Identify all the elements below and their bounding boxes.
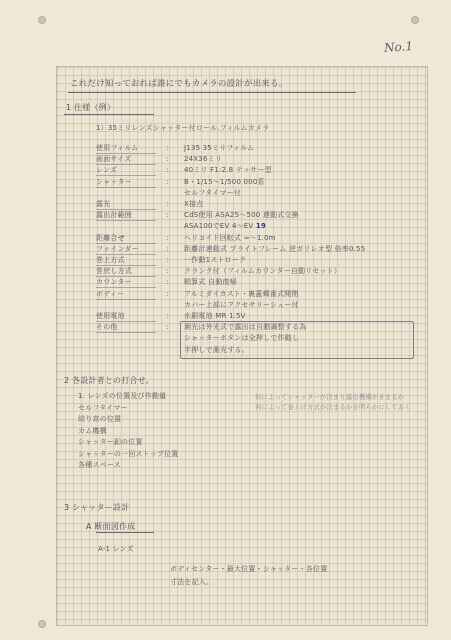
spec-label: 画面サイズ <box>96 155 132 163</box>
spec-label-underline <box>96 299 156 300</box>
spec-value: J135 35ミリフィルム <box>184 144 255 152</box>
section2-title: 2 各設計者との打合せ。 <box>64 376 154 385</box>
section3-note-1: ボディセンター・最大位置・シャッター・各位置 <box>170 565 328 573</box>
section3-sub-a1: A-1 レンズ <box>98 545 134 553</box>
spec-label: その他 <box>96 323 118 331</box>
spec-value: CdS使用 ASA25～500 連動式交換 <box>184 211 299 219</box>
spec-label-underline <box>96 276 156 277</box>
spec-colon: : <box>166 278 169 286</box>
spec-value: 距離計連動式 ブライトフレーム 逆ガリレオ型 倍率0.55 <box>184 245 366 253</box>
section3-sub-a: A 断面図作成 <box>86 522 136 531</box>
spec-value: クランク付（フィルムカウンター自動リセット） <box>184 267 342 275</box>
spec-label: 使用電池 <box>96 312 125 320</box>
spec-label: 巻上方式 <box>96 256 125 264</box>
spec-value: ヘリコイド回転式 ∞～1.0m <box>184 234 276 242</box>
section2-note-2: 何によって巻上げ方式が決まるかを明らかにしておく <box>255 404 411 411</box>
page-number: No.1 <box>383 39 414 55</box>
section2-item: シャッターの一回ストップ位置 <box>78 450 179 458</box>
spec-label-underline <box>96 332 156 333</box>
spec-value: 24X36ミリ <box>184 155 223 163</box>
spec-label: シャッター <box>96 178 132 186</box>
spec-label: 巻戻し方式 <box>96 267 132 275</box>
spec-colon: : <box>166 144 169 152</box>
other-notes-box <box>180 321 414 359</box>
spec-label: 露出計範囲 <box>96 211 132 219</box>
section2-item: カム機構 <box>78 427 107 435</box>
spec-label: 使用フィルム <box>96 144 139 152</box>
spec-value: 40ミリ F1:2.8 テッサー型 <box>184 166 272 174</box>
section2-item: 絞り窓の位置 <box>78 415 122 423</box>
spec-colon: : <box>166 290 169 298</box>
spec-label-underline <box>96 153 156 154</box>
spec-colon: : <box>166 200 169 208</box>
spec-value: 測光は外光式で露出は自動調整する為 <box>184 323 307 331</box>
spec-label-underline <box>96 164 156 165</box>
spec-colon: : <box>166 245 169 253</box>
spec-label-underline <box>96 254 156 255</box>
spec-label: ボディー <box>96 290 125 298</box>
spec-colon: : <box>166 211 169 219</box>
binder-hole-right <box>411 16 419 24</box>
spec-label-underline <box>96 265 156 266</box>
section3-note-2: 寸法を記入。 <box>170 578 214 586</box>
spec-label-underline <box>96 220 156 221</box>
spec-value: カバー上部にアクセサリーシュー付 <box>184 301 299 309</box>
spec-label-underline <box>96 321 156 322</box>
spec-label-underline <box>96 287 156 288</box>
spec-colon: : <box>166 323 169 331</box>
heading-underline <box>68 92 356 93</box>
spec-label-underline <box>96 175 156 176</box>
spec-value: B・1/15～1/500 000系 <box>184 178 265 186</box>
section2-item: シャッター釦の位置 <box>78 438 143 446</box>
section2-note-1: 何によってシャッターが決まり露出機構がきまるか <box>255 394 405 401</box>
spec-label-underline <box>96 209 156 210</box>
section3-title: 3 シャッター設計 <box>64 503 130 512</box>
spec-colon: : <box>166 256 169 264</box>
spec-colon: : <box>166 155 169 163</box>
section3-sub-a-underline <box>96 532 154 533</box>
spec-colon: : <box>166 178 169 186</box>
spec-label-underline <box>96 243 156 244</box>
spec-value: X接点 <box>184 200 204 208</box>
spec-value: 水銀電池 MR 1.5V <box>184 312 246 320</box>
spec-value: ASA100でEV 4～EV 19 <box>184 222 266 230</box>
spec-label: ファインダー <box>96 245 139 253</box>
section2-item: セルフタイマー <box>78 404 128 412</box>
section1-underline <box>64 114 154 115</box>
spec-colon: : <box>166 267 169 275</box>
spec-value: 順算式 自動復帰 <box>184 278 237 286</box>
binder-hole-bottom <box>38 620 46 628</box>
spec-label: レンズ <box>96 166 118 174</box>
spec-label-underline <box>96 187 156 188</box>
section2-item: 各種スペース <box>78 461 121 469</box>
spec-label: 露光 <box>96 200 111 208</box>
spec-label: 距離合せ <box>96 234 125 242</box>
binder-hole-top <box>38 16 46 24</box>
spec-value: セルフタイマー付 <box>184 189 241 197</box>
spec-label: カウンター <box>96 278 132 286</box>
spec-value: アルミダイカスト・裏蓋蝶番式開閉 <box>184 290 299 298</box>
spec-value: 半押しで測光する。 <box>184 346 249 354</box>
spec-value: シャッターボタンは全押しで作動し <box>184 334 300 342</box>
section2-item: 1. レンズの位置及び作動量 <box>78 392 167 400</box>
ev-max-mark: 19 <box>255 222 266 230</box>
spec-colon: : <box>166 312 169 320</box>
spec-colon: : <box>166 234 169 242</box>
section1-title: 1 仕様（例） <box>66 103 116 112</box>
section1-subtitle: 1）35ミリレンズシャッター付ロール.フィルムカメラ <box>96 124 270 132</box>
page-heading: これだけ知っておれば誰にでもカメラの設計が出来る。 <box>70 79 288 89</box>
spec-colon: : <box>166 166 169 174</box>
spec-value: 一作動1ストローク <box>184 256 247 264</box>
